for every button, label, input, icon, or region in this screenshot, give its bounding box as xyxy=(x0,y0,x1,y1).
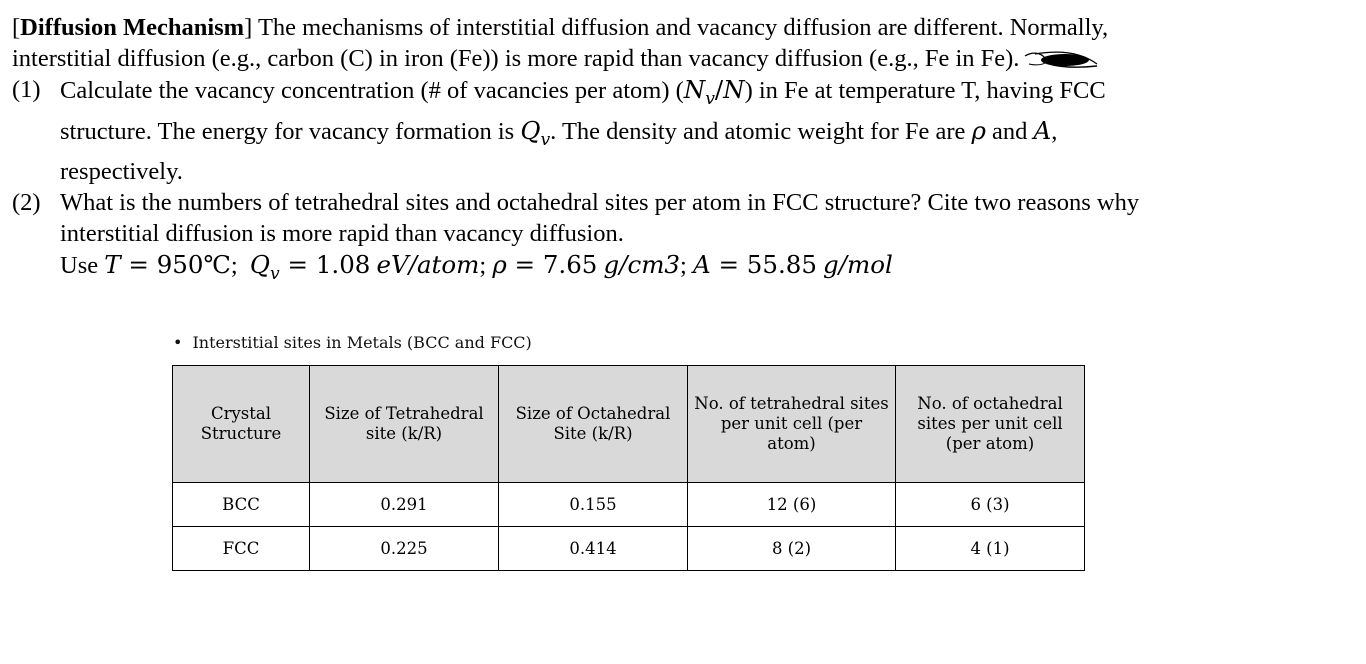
part-1: (1) Calculate the vacancy concentration (# of vacancies per atom) $(N_v/N)$ in Fe at temperature T, having FCC structure. The energy for vacancy formation is $Q_v$. The density and atomic weight for Fe are ρ and A, respectively. xyxy=(12,74,1357,187)
question-text xyxy=(12,12,1357,290)
table-cell: 6 (3) xyxy=(896,483,1085,527)
table-cell: BCC xyxy=(173,483,310,527)
interstitial-sites-table xyxy=(172,365,1085,571)
qv-value: 1.08 xyxy=(315,249,371,279)
header-tetrahedral-count: No. of tetrahedral sites per unit cell (per atom) xyxy=(688,366,896,483)
temperature-value: 950℃ xyxy=(156,249,231,279)
header-crystal-structure: Crystal Structure xyxy=(173,366,310,483)
header-tetrahedral-size: Size of Tetrahedral site (k/R) xyxy=(310,366,499,483)
table-cell: FCC xyxy=(173,527,310,571)
given-values: Use T = 950℃; $Q_v = 1.08$ eV/atom; ρ = 7.65 g/cm3; A = 55.85 g/mol xyxy=(60,249,893,284)
rho-value: 7.65 xyxy=(542,249,598,279)
question-title: Diffusion Mechanism xyxy=(20,14,245,41)
part-1-number: (1) xyxy=(12,76,41,103)
a-symbol: A xyxy=(1033,115,1052,145)
intro-line-1: [Diffusion Mechanism] The mechanisms of interstitial diffusion and vacancy diffusion are different. Normally, xyxy=(12,14,1109,41)
table-header-row xyxy=(173,366,1085,483)
table-cell: 0.225 xyxy=(310,527,499,571)
header-octahedral-size: Size of Octahedral Site (k/R) xyxy=(499,366,688,483)
table-cell: 8 (2) xyxy=(688,527,896,571)
bullet-icon: • xyxy=(173,333,183,352)
table-row xyxy=(173,527,1085,571)
part-1-line-3: respectively. xyxy=(60,157,183,185)
table-cell: 0.291 xyxy=(310,483,499,527)
part-2-line-2: interstitial diffusion is more rapid than vacancy diffusion. xyxy=(60,219,624,247)
rho-symbol: ρ xyxy=(971,115,986,145)
intro-line-2: interstitial diffusion (e.g., carbon (C) in iron (Fe)) is more rapid than vacancy diffusion (e.g., Fe in Fe). xyxy=(12,43,1357,74)
table-cell: 0.414 xyxy=(499,527,688,571)
part-2 xyxy=(12,187,1357,290)
table-cell: 12 (6) xyxy=(688,483,896,527)
table-cell: 4 (1) xyxy=(896,527,1085,571)
part-2-number: (2) xyxy=(12,188,41,216)
header-octahedral-count: No. of octahedral sites per unit cell (per atom) xyxy=(896,366,1085,483)
table-row xyxy=(173,483,1085,527)
a-value: 55.85 xyxy=(746,249,817,279)
table-caption: • Interstitial sites in Metals (BCC and FCC) xyxy=(173,333,532,352)
scribble-mark xyxy=(1023,50,1101,70)
qv-symbol: $Q_v$ xyxy=(520,115,551,150)
nv-over-n: $N_v/N$ xyxy=(683,75,745,109)
part-2-line-1: What is the numbers of tetrahedral sites and octahedral sites per atom in FCC structure? Cite two reasons why xyxy=(60,188,1140,216)
table-cell: 0.155 xyxy=(499,483,688,527)
